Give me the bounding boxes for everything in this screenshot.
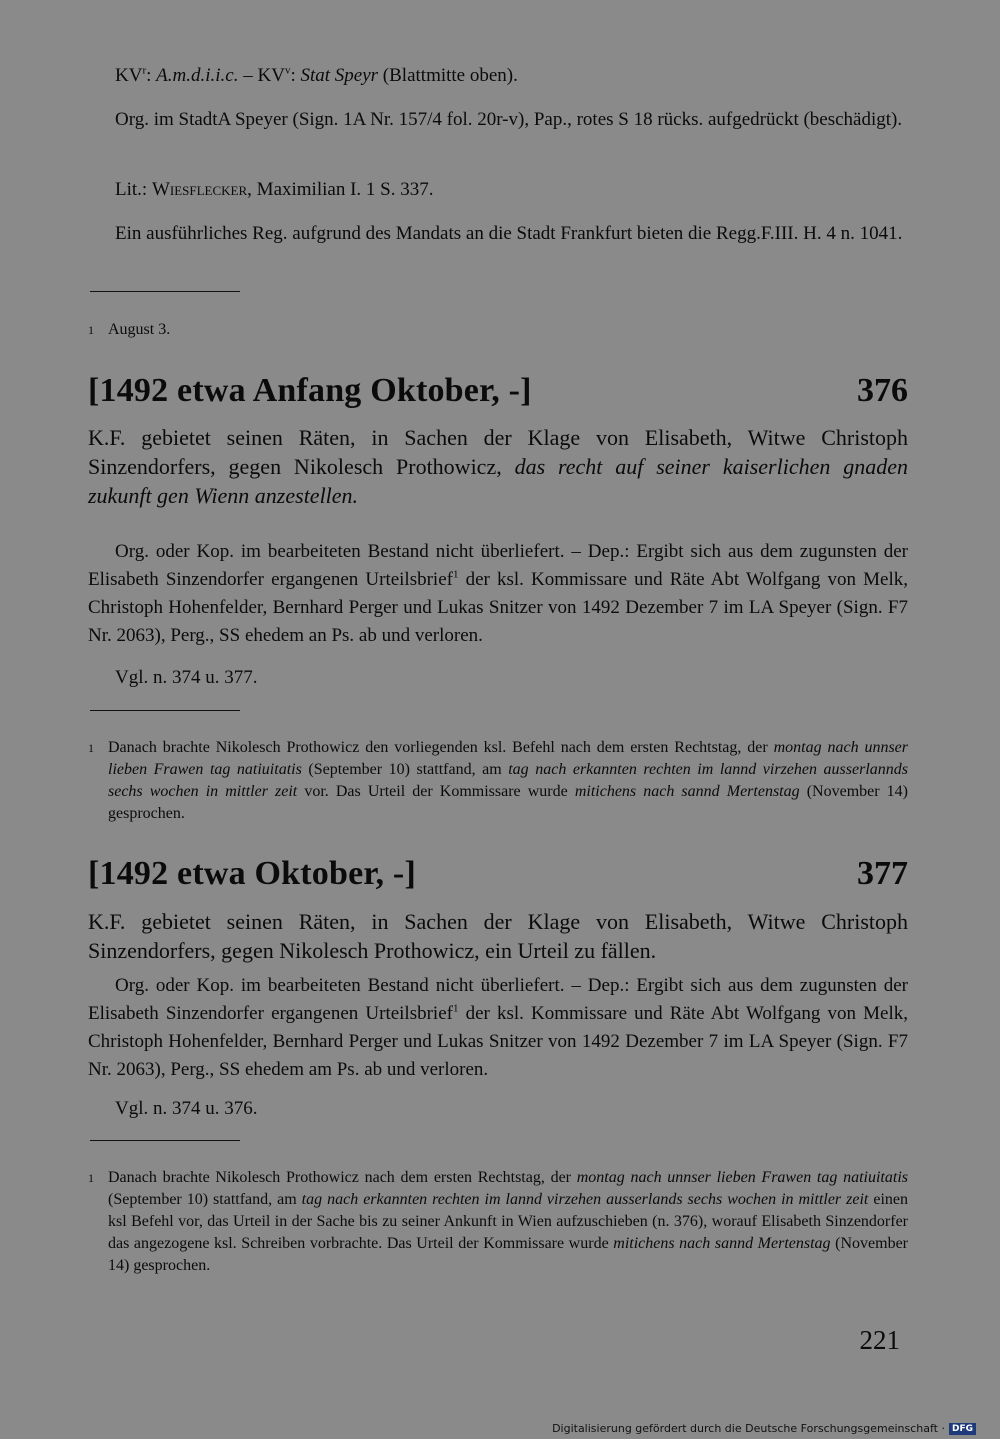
- page-number: 221: [859, 1325, 900, 1355]
- reg-paragraph: [88, 220, 908, 248]
- org-text-cont: der ksl. Kommissare und Räte Abt Wolfgang von Melk, Christoph Hohenfelder, Bernhard Perger und Lukas Snitzer von 1492 Dezember 7 im LA Speyer (Sign. F7 Nr. 2063), Perg., SS ehedem an Ps. ab und verloren.: [88, 569, 908, 646]
- footnote-text: August 3.: [108, 321, 171, 338]
- vgl-text: Vgl. n. 374 u. 376.: [115, 1098, 258, 1119]
- entry-377-vgl: [88, 1095, 908, 1123]
- footnote-rule: [90, 710, 240, 711]
- footnote-ref: 1: [452, 1002, 459, 1015]
- footnote-ref: 1: [452, 568, 459, 581]
- org-text: Org. oder Kop. im bearbeiteten Bestand nicht überliefert. – Dep.: Ergibt sich aus dem zugunsten der Elisabeth Sinzendorfer ergangenen Urteilsbrief: [88, 541, 908, 590]
- entry-number: 376: [857, 372, 908, 409]
- summary-quote: das recht auf seiner kaiserlichen gnaden zukunft gen Wienn anzestellen.: [88, 454, 909, 508]
- kv-sep: :: [146, 65, 157, 86]
- fn-quote: tag nach erkannten rechten im lannd virzehen ausserlannds sechs wochen in mittler zeit: [108, 761, 908, 800]
- kv-label-v: – KV: [238, 65, 285, 86]
- footnote-mark: 1: [88, 741, 94, 755]
- digitization-credit: [552, 1422, 976, 1435]
- summary-text: K.F. gebietet seinen Räten, in Sachen der Klage von Elisabeth, Witwe Christoph Sinzendorfers, gegen Nikolesch Prothowicz, ein Urteil zu fällen.: [88, 909, 908, 963]
- entry-title: [1492 etwa Oktober, -]: [88, 855, 416, 892]
- lit-paragraph: [88, 176, 908, 204]
- footnote-mark: 1: [88, 1171, 94, 1185]
- lit-author: Wiesflecker: [151, 179, 248, 200]
- org-text: Org. im StadtA Speyer (Sign. 1A Nr. 157/4 fol. 20r-v), Pap., rotes S 18 rücks. aufgedrückt (beschädigt).: [115, 109, 903, 130]
- kv-v-sup: v: [284, 64, 291, 77]
- fn-text: (November 14) gesprochen.: [108, 1235, 909, 1274]
- kv-line: [88, 62, 908, 90]
- footnote-top: [88, 319, 908, 341]
- fn-quote: tag nach erkannten rechten im lannd virzehen ausserlands sechs wochen in mittler zeit: [301, 1191, 869, 1208]
- entry-376-org: [88, 538, 908, 650]
- entry-377-org: [88, 972, 908, 1084]
- fn-text: Danach brachte Nikolesch Prothowicz nach dem ersten Rechtstag, der: [108, 1169, 577, 1186]
- footnote-rule: [90, 1140, 240, 1141]
- fn-text: Danach brachte Nikolesch Prothowicz den vorliegenden ksl. Befehl nach dem ersten Rechtstag, der: [108, 739, 774, 756]
- entry-377-footnote: [88, 1167, 908, 1277]
- lit-ref: , Maximilian I. 1 S. 337.: [247, 179, 434, 200]
- lit-label: Lit.:: [115, 179, 152, 200]
- footnote-rule: [90, 291, 240, 292]
- summary-text: K.F. gebietet seinen Räten, in Sachen der Klage von Elisabeth, Witwe Christoph Sinzendorfers, gegen Nikolesch Prothowicz,: [88, 425, 908, 479]
- kv-r-value: A.m.d.i.i.c.: [156, 65, 239, 86]
- entry-number: 377: [857, 855, 908, 892]
- entry-377-heading: [88, 855, 908, 893]
- entry-title: [1492 etwa Anfang Oktober, -]: [88, 372, 532, 409]
- fn-quote: mitichens nach sannd Mertenstag: [613, 1235, 831, 1252]
- kv-v-value: Stat Speyr: [300, 65, 379, 86]
- fn-text: (September 10) stattfand, am: [108, 1191, 302, 1208]
- entry-376-summary: [88, 423, 908, 510]
- fn-text: (November 14) gesprochen.: [108, 783, 909, 822]
- fn-text: vor. Das Urteil der Kommissare wurde: [297, 783, 575, 800]
- entry-376-vgl: [88, 664, 908, 692]
- fn-text: einen ksl Befehl vor, das Urteil in der Sache bis zu seiner Ankunft in Wien aufzuschieben (n. 376), worauf Elisabeth Sinzendorfer das angezogene ksl. Schreiben vorbrachte. Das Urteil der Kommissare wurde: [108, 1191, 909, 1252]
- dfg-logo-icon: DFG: [949, 1423, 976, 1435]
- reg-text: Ein ausführliches Reg. aufgrund des Mandats an die Stadt Frankfurt bieten die Regg.F.III. H. 4 n. 1041.: [115, 223, 903, 244]
- kv-sep: :: [290, 65, 301, 86]
- kv-r-sup: r: [142, 64, 147, 77]
- fn-quote: mitichens nach sannd Mertenstag: [574, 783, 800, 800]
- kv-label-r: KV: [115, 65, 143, 86]
- footnote-mark: 1: [88, 323, 94, 337]
- kv-tail: (Blattmitte oben).: [378, 65, 518, 86]
- org-paragraph: [88, 106, 908, 134]
- fn-quote: montag nach unnser lieben Frawen tag natiuitatis: [108, 739, 909, 778]
- org-text: Org. oder Kop. im bearbeiteten Bestand nicht überliefert. – Dep.: Ergibt sich aus dem zugunsten der Elisabeth Sinzendorfer ergangenen Urteilsbrief: [88, 975, 908, 1024]
- fn-text: (September 10) stattfand, am: [301, 761, 509, 778]
- credit-text: Digitalisierung gefördert durch die Deutsche Forschungsgemeinschaft ·: [552, 1422, 945, 1435]
- vgl-text: Vgl. n. 374 u. 377.: [115, 667, 258, 688]
- org-text-cont: der ksl. Kommissare und Räte Abt Wolfgang von Melk, Christoph Hohenfelder, Bernhard Perger und Lukas Snitzer von 1492 Dezember 7 im LA Speyer (Sign. F7 Nr. 2063), Perg., SS ehedem am Ps. ab und verloren.: [88, 1003, 908, 1080]
- entry-376-heading: [88, 372, 908, 410]
- fn-quote: montag nach unnser lieben Frawen tag natiuitatis: [576, 1169, 908, 1186]
- entry-377-summary: [88, 907, 908, 965]
- entry-376-footnote: [88, 737, 908, 825]
